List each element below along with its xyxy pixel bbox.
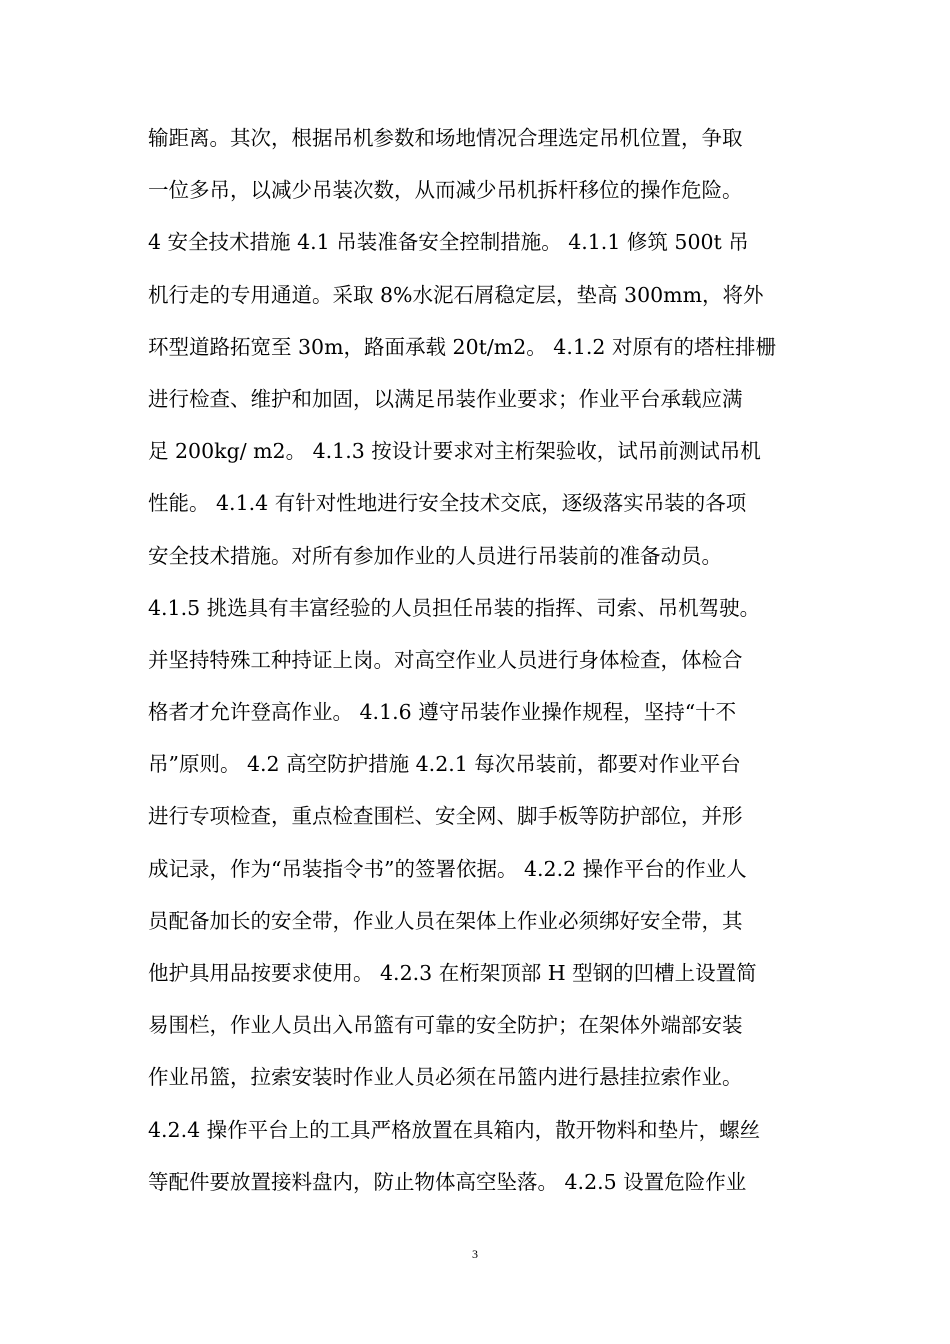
text-line: 他护具用品按要求使用。 4.2.3 在桁架顶部 H 型钢的凹槽上设置简	[148, 961, 757, 985]
text-line: 足 200kg/ m2。 4.1.3 按设计要求对主桁架验收，试吊前测试吊机	[148, 439, 761, 464]
page-number: 3	[472, 1247, 478, 1261]
text-line: 进行检查、维护和加固，以满足吊装作业要求；作业平台承载应满	[148, 386, 743, 411]
body-text	[148, 112, 818, 1208]
text-line: 格者才允许登高作业。 4.1.6 遵守吊装作业操作规程，坚持“十不	[148, 700, 737, 725]
text-line: 性能。 4.1.4 有针对性地进行安全技术交底，逐级落实吊装的各项	[148, 491, 747, 516]
text-line: 安全技术措施。对所有参加作业的人员进行吊装前的准备动员。	[148, 543, 722, 568]
text-line: 等配件要放置接料盘内，防止物体高空坠落。 4.2.5 设置危险作业	[148, 1169, 747, 1194]
text-line: 作业吊篮，拉索安装时作业人员必须在吊篮内进行悬挂拉索作业。	[148, 1065, 743, 1090]
text-line: 易围栏，作业人员出入吊篮有可靠的安全防护；在架体外端部安装	[148, 1013, 743, 1038]
text-line: 环型道路拓宽至 30m，路面承载 20t/m2。 4.1.2 对原有的塔柱排栅	[148, 334, 776, 359]
text-line: 成记录，作为“吊装指令书”的签署依据。 4.2.2 操作平台的作业人	[148, 856, 747, 881]
text-line: 机行走的专用通道。采取 8%水泥石屑稳定层，垫高 300mm，将外	[148, 282, 764, 307]
text-line: 4.1.5 挑选具有丰富经验的人员担任吊装的指挥、司索、吊机驾驶。	[148, 595, 761, 620]
text-line: 吊”原则。 4.2 高空防护措施 4.2.1 每次吊装前，都要对作业平台	[148, 752, 741, 777]
text-line: 一位多吊，以减少吊装次数，从而减少吊机拆杆移位的操作危险。	[148, 178, 743, 203]
text-line: 进行专项检查，重点检查围栏、安全网、脚手板等防护部位，并形	[148, 804, 743, 829]
text-line: 并坚持特殊工种持证上岗。对高空作业人员进行身体检查，体检合	[148, 647, 743, 672]
text-line: 4.2.4 操作平台上的工具严格放置在具箱内，散开物料和垫片，螺丝	[148, 1117, 761, 1142]
text-line: 员配备加长的安全带，作业人员在架体上作业必须绑好安全带，其	[148, 908, 743, 933]
text-line: 输距离。其次，根据吊机参数和场地情况合理选定吊机位置，争取	[148, 126, 743, 150]
text-line: 4 安全技术措施 4.1 吊装准备安全控制措施。 4.1.1 修筑 500t 吊	[148, 230, 749, 255]
